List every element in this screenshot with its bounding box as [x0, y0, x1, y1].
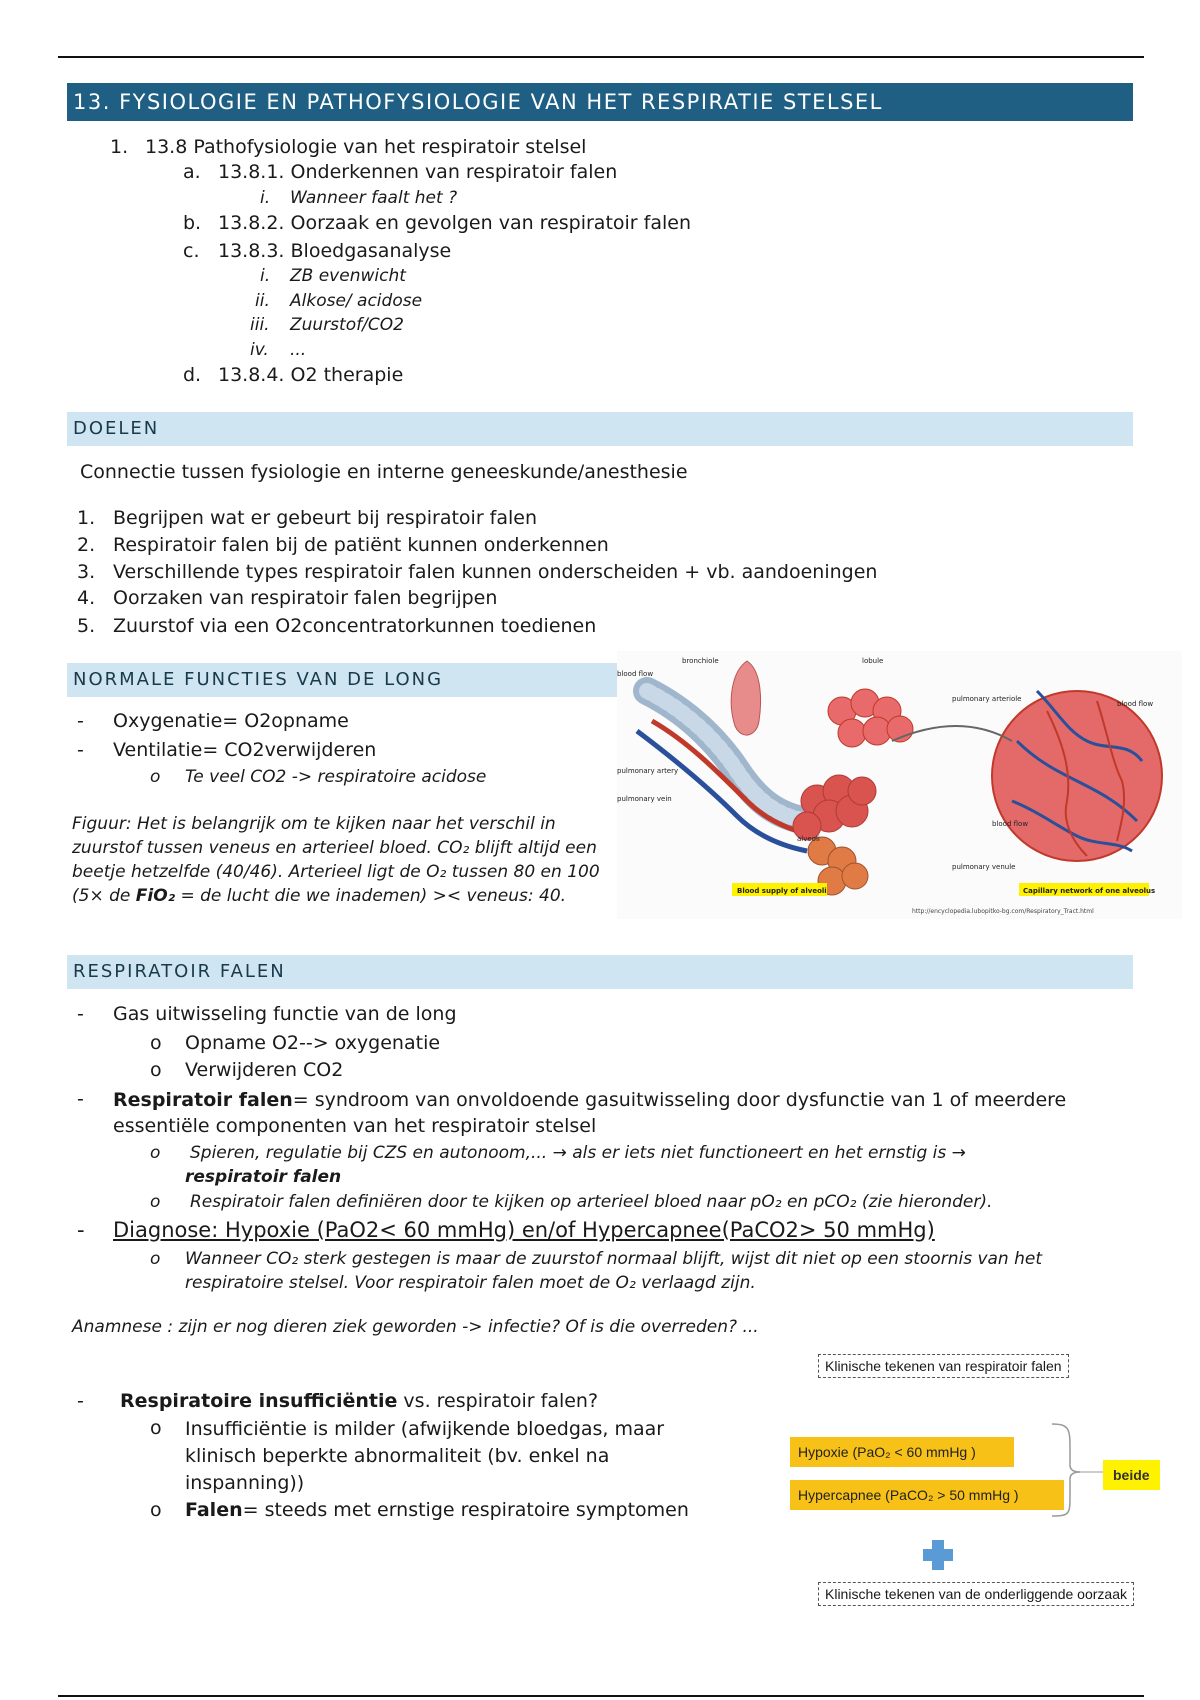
- sub-bullet: o: [150, 1059, 162, 1081]
- sub-bullet: o: [150, 1417, 162, 1439]
- emphasis-respiratoir-falen: respiratoir falen: [185, 1167, 342, 1187]
- section-heading-respiratoir-falen: RESPIRATOIR FALEN: [67, 955, 1133, 989]
- sub-bullet-text: Verwijderen CO2: [185, 1059, 344, 1081]
- toc-letter: a.: [183, 161, 201, 183]
- list-item: Begrijpen wat er gebeurt bij respiratoir falen: [113, 507, 538, 529]
- list-number: 4.: [77, 587, 96, 609]
- list-number: 3.: [77, 561, 96, 583]
- toc-item: 13.8.3. Bloedgasanalyse: [218, 240, 452, 262]
- toc-roman: i.: [260, 266, 271, 286]
- diagram-brace: [1050, 1420, 1110, 1520]
- bullet-text: Ventilatie= CO2verwijderen: [113, 739, 377, 761]
- bullet-text: Gas uitwisseling functie van de long: [113, 1003, 457, 1025]
- bullet-dash: -: [77, 739, 84, 761]
- toc-item: 13.8.1. Onderkennen van respiratoir falen: [218, 161, 618, 183]
- diagram-top-box: Klinische tekenen van respiratoir falen: [818, 1354, 1069, 1378]
- sub-bullet: o: [150, 1192, 161, 1212]
- plus-icon: [921, 1538, 955, 1572]
- figure-caption: Figuur: Het is belangrijk om te kijken naar het verschil in zuurstof tussen veneus en arterieel bloed. CO₂ blijft altijd een beetje hetzelfde (40/46). Arterieel ligt de O₂ tussen 80 en 100 (5× de FiO₂ = de lucht die we inademen) >< veneus: 40.: [72, 814, 600, 906]
- list-number: 2.: [77, 534, 96, 556]
- figure-caption-right: Capillary network of one alveolus: [1023, 887, 1156, 895]
- insufficientie-question: Respiratoire insufficiëntie vs. respiratoir falen?: [120, 1390, 599, 1412]
- toc-subitem: ZB evenwicht: [290, 266, 406, 286]
- sub-bullet: o: [150, 1032, 162, 1054]
- section-heading-doelen: DOELEN: [67, 412, 1133, 446]
- sub-bullet-text: Respiratoir falen definiëren door te kijken op arterieel bloed naar pO₂ en pCO₂ (zie hieronder).: [190, 1192, 993, 1212]
- list-number: 1.: [77, 507, 96, 529]
- label-lobule: lobule: [862, 657, 884, 665]
- label-blood-flow: blood flow: [617, 670, 654, 678]
- sub-bullet-text: Insufficiëntie is milder (afwijkende bloedgas, maar klinisch beperkte abnormaliteit (bv. enkel na inspanning)): [185, 1418, 665, 1494]
- toc-roman: ii.: [255, 291, 270, 311]
- top-rule: [58, 56, 1144, 58]
- toc-letter: c.: [183, 240, 200, 262]
- alveoli-illustration: [617, 651, 1182, 919]
- section-heading-normale-functies: NORMALE FUNCTIES VAN DE LONG: [67, 663, 617, 697]
- anamnese-note: Anamnese : zijn er nog dieren ziek geworden -> infectie? Of is die overreden? ...: [72, 1317, 759, 1337]
- sub-bullet-text: Opname O2--> oxygenatie: [185, 1032, 441, 1054]
- label-pulmonary-arteriole: pulmonary arteriole: [952, 695, 1022, 703]
- definition-respiratoir-falen: Respiratoir falen= syndroom van onvoldoende gasuitwisseling door dysfunctie van 1 of meerdere essentiële componenten van het respiratoir stelsel: [113, 1089, 1067, 1137]
- toc-subitem: Wanneer faalt het ?: [290, 188, 458, 208]
- list-item: Zuurstof via een O2concentratorkunnen toedienen: [113, 615, 597, 637]
- figure-caption-left: Blood supply of alveoli: [737, 887, 827, 895]
- toc-roman: iv.: [250, 340, 269, 360]
- bullet-dash: -: [77, 1003, 84, 1025]
- sub-bullet: o: [150, 1143, 161, 1163]
- sub-bullet: o: [150, 1249, 161, 1269]
- toc-roman: i.: [260, 188, 271, 208]
- toc-number: 1.: [110, 136, 129, 158]
- sub-bullet: o: [150, 1499, 162, 1521]
- toc-item: 13.8 Pathofysiologie van het respiratoir stelsel: [145, 136, 587, 158]
- diagram-hypercapnee-box: Hypercapnee (PaCO₂ > 50 mmHg ): [790, 1480, 1064, 1510]
- bullet-text: Oxygenatie= O2opname: [113, 710, 349, 732]
- bullet-dash: -: [77, 710, 84, 732]
- diagram-hypoxie-box: Hypoxie (PaO₂ < 60 mmHg ): [790, 1437, 1014, 1467]
- toc-item: 13.8.4. O2 therapie: [218, 364, 404, 386]
- toc-subitem: Alkose/ acidose: [290, 291, 423, 311]
- toc-item: 13.8.2. Oorzaak en gevolgen van respiratoir falen: [218, 212, 691, 234]
- diagnosis-line: Diagnose: Hypoxie (PaO2< 60 mmHg) en/of Hypercapnee(PaCO2> 50 mmHg): [113, 1218, 935, 1242]
- list-item: Respiratoir falen bij de patiënt kunnen onderkennen: [113, 534, 609, 556]
- bottom-rule: [58, 1695, 1144, 1697]
- bullet-dash: -: [77, 1390, 84, 1412]
- sub-bullet-text: Spieren, regulatie bij CZS en autonoom,... → als er iets niet functioneert en het ernstig is →: [190, 1143, 966, 1163]
- figure-source-url: http://encyclopedia.lubopitko-bg.com/Respiratory_Tract.html: [912, 908, 1094, 915]
- toc-subitem: ...: [290, 340, 307, 360]
- diagram-bottom-box: Klinische tekenen van de onderliggende oorzaak: [818, 1582, 1134, 1606]
- sub-bullet: o: [150, 767, 161, 787]
- diagram-beide-box: beide: [1103, 1460, 1160, 1490]
- label-alveoli: alveoli: [797, 835, 820, 843]
- label-pulmonary-venule: pulmonary venule: [952, 863, 1016, 871]
- list-number: 5.: [77, 615, 96, 637]
- falen-definition: Falen= steeds met ernstige respiratoire symptomen: [185, 1499, 689, 1521]
- bullet-dash: -: [77, 1218, 85, 1242]
- label-bronchiole: bronchiole: [682, 657, 719, 665]
- sub-bullet-text: Te veel CO2 -> respiratoire acidose: [185, 767, 487, 787]
- list-item: Verschillende types respiratoir falen kunnen onderscheiden + vb. aandoeningen: [113, 561, 878, 583]
- doelen-intro: Connectie tussen fysiologie en interne geneeskunde/anesthesie: [80, 461, 688, 483]
- toc-subitem: Zuurstof/CO2: [290, 315, 404, 335]
- label-blood-flow-2: blood flow: [1117, 700, 1154, 708]
- list-item: Oorzaken van respiratoir falen begrijpen: [113, 587, 498, 609]
- sub-bullet-text: Wanneer CO₂ sterk gestegen is maar de zuurstof normaal blijft, wijst dit niet op een stoornis van het respiratoire stelsel. Voor respiratoir falen moet de O₂ verlaagd zijn.: [185, 1249, 1043, 1293]
- bullet-dash: -: [77, 1088, 84, 1110]
- label-pulmonary-artery: pulmonary artery: [617, 767, 679, 775]
- toc-letter: b.: [183, 212, 202, 234]
- label-pulmonary-vein: pulmonary vein: [617, 795, 672, 803]
- label-blood-flow-3: blood flow: [992, 820, 1029, 828]
- toc-letter: d.: [183, 364, 202, 386]
- page-title: 13. FYSIOLOGIE EN PATHOFYSIOLOGIE VAN HET RESPIRATIE STELSEL: [67, 83, 1133, 121]
- toc-roman: iii.: [250, 315, 270, 335]
